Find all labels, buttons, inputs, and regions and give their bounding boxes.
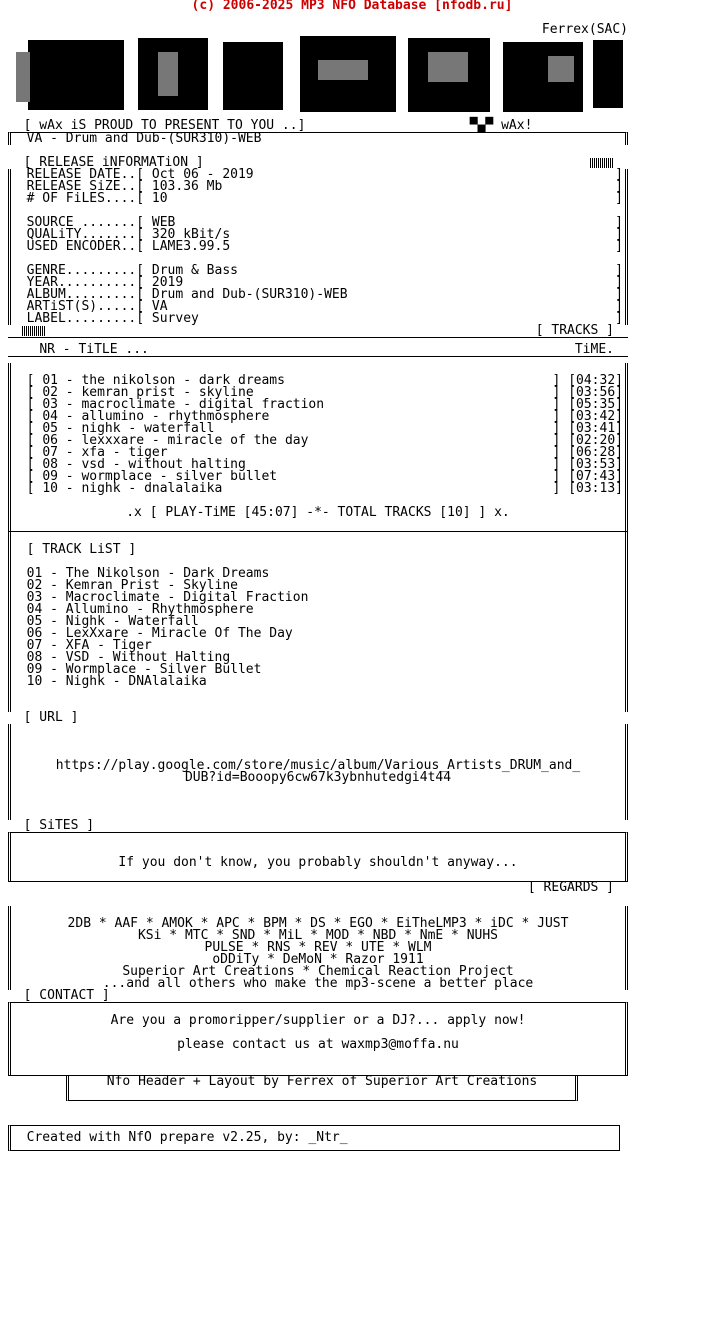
url-heading: [ URL ]: [23, 710, 79, 725]
sites-text: If you don't know, you probably shouldn't anyway...: [118, 855, 518, 870]
track-list-text: 05 - Nighk - Waterfall: [26, 614, 199, 629]
release-info-value: 10: [151, 191, 168, 206]
release-name: VA - Drum and Dub-(SUR310)-WEB: [26, 131, 262, 146]
track-row: [ 03 - macroclimate - digital fraction ] [05:35]: [11, 397, 623, 412]
track-list-text: 04 - Allumino - Rhythmosphere: [26, 602, 254, 617]
track-nr: 01: [42, 373, 58, 388]
ascii-logo: [8, 12, 628, 120]
tracks-columns: [8, 344, 628, 356]
release-info-section: [8, 169, 628, 325]
contact-line-2: please contact us at waxmp3@moffa.nu: [177, 1037, 459, 1052]
track-list-text: 09 - Wormplace - Silver Bullet: [26, 662, 262, 677]
track-list-text: 06 - LexXxare - Miracle Of The Day: [26, 626, 293, 641]
release-info-value: LAME3.99.5: [151, 239, 231, 254]
track-list-item: [11, 676, 625, 688]
footer-text: Created with NfO prepare v2.25, by: _Ntr_: [26, 1130, 348, 1145]
track-list-heading: [ TRACK LiST ]: [26, 542, 137, 557]
release-info-row: GENRE.........[ Drum & Bass ]: [26, 263, 623, 278]
release-info-label: ALBUM.........[: [26, 287, 145, 302]
group-tag: wAx!: [501, 118, 533, 133]
track-title: allumino - rhythmosphere: [81, 409, 270, 424]
track-list-section: [8, 532, 628, 712]
tracks-summary: .x [ PLAY-TiME [45:07] -*- TOTAL TRACKS [10] ] x.: [126, 505, 510, 520]
release-info-label: SOURCE .......[: [26, 215, 145, 230]
release-info-row: RELEASE SiZE..[ 103.36 Mb ]: [26, 179, 623, 194]
track-title: kemran prist - skyline: [81, 385, 254, 400]
track-list-text: 02 - Kemran Prist - Skyline: [26, 578, 238, 593]
release-info-label: RELEASE DATE..[: [26, 167, 145, 182]
track-time: 02:20: [576, 433, 616, 448]
release-info-value: Drum & Bass: [151, 263, 238, 278]
regards-line: KSi * MTC * SND * MiL * MOD * NBD * NmE * NUHS: [137, 928, 499, 943]
regards-line: 2DB * AAF * AMOK * APC * BPM * DS * EGO * EiTheLMP3 * iDC * JUST: [67, 916, 569, 931]
track-row: [ 04 - allumino - rhythmosphere ] [03:42]: [11, 409, 623, 424]
credits-text: Nfo Header + Layout by Ferrex of Superior Art Creations: [106, 1074, 538, 1089]
release-info-value: Oct 06 - 2019: [151, 167, 254, 182]
track-row: [ 09 - wormplace - silver bullet ] [07:43]: [11, 469, 623, 484]
track-title: xfa - tiger: [81, 445, 168, 460]
track-time: 05:35: [576, 397, 616, 412]
track-time: 07:43: [576, 469, 616, 484]
release-info-row: QUALiTY.......[ 320 kBit/s ]: [26, 227, 623, 242]
track-time: 03:41: [576, 421, 616, 436]
url-line-2[interactable]: DUB?id=Booopy6cw67k3ybnhutedgi4t44: [184, 770, 452, 785]
track-time: 03:42: [576, 409, 616, 424]
site-header[interactable]: (c) 2006-2025 MP3 NFO Database [nfodb.ru]: [191, 0, 513, 13]
track-list-text: 08 - VSD - Without Halting: [26, 650, 231, 665]
release-info-row: LABEL.........[ Survey ]: [26, 311, 623, 326]
sites-section: [8, 832, 628, 881]
release-info-label: YEAR..........[: [26, 275, 145, 290]
track-nr: 04: [42, 409, 58, 424]
col-nr-title: NR - TiTLE ...: [39, 342, 149, 357]
tracks-section: [8, 363, 628, 531]
release-info-value: 2019: [151, 275, 184, 290]
regards-line: oDDiTy * DeMoN * Razor 1911: [212, 952, 424, 967]
track-nr: 08: [42, 457, 58, 472]
regards-line: Superior Art Creations * Chemical Reaction Project: [122, 964, 514, 979]
track-list-text: 07 - XFA - Tiger: [26, 638, 152, 653]
url-line-1[interactable]: https://play.google.com/store/music/album/Various_Artists_DRUM_and_: [55, 758, 581, 773]
release-info-value: WEB: [151, 215, 176, 230]
release-info-value: Survey: [151, 311, 199, 326]
track-time: 03:13: [576, 481, 616, 496]
col-time: TiME.: [574, 342, 614, 357]
track-title: vsd - without halting: [81, 457, 246, 472]
regards-heading: [ REGARDS ]: [527, 880, 614, 895]
track-row: [ 01 - the nikolson - dark dreams ] [04:32]: [11, 373, 623, 388]
track-nr: 05: [42, 421, 58, 436]
track-row: [ 02 - kemran prist - skyline ] [03:56]: [11, 385, 623, 400]
logo-artist-tag: Ferrex(SAC): [541, 22, 628, 37]
track-nr: 07: [42, 445, 58, 460]
regards-section: [8, 906, 628, 990]
track-title: wormplace - silver bullet: [81, 469, 278, 484]
release-info-row: ARTiST(S).....[ VA ]: [26, 299, 623, 314]
track-time: 04:32: [576, 373, 616, 388]
release-info-value: 320 kBit/s: [151, 227, 231, 242]
release-info-row: RELEASE DATE..[ Oct 06 - 2019 ]: [26, 167, 623, 182]
track-row: [ 08 - vsd - without halting ] [03:53]: [11, 457, 623, 472]
track-nr: 09: [42, 469, 58, 484]
contact-line-1: Are you a promoripper/supplier or a DJ?... apply now!: [110, 1013, 526, 1028]
track-row: [ 06 - lexxxare - miracle of the day ] [02:20]: [11, 433, 623, 448]
release-info-value: 103.36 Mb: [151, 179, 223, 194]
track-nr: 03: [42, 397, 58, 412]
release-info-row: YEAR..........[ 2019 ]: [26, 275, 623, 290]
release-info-value: Drum and Dub-(SUR310)-WEB: [151, 287, 348, 302]
track-time: 03:56: [576, 385, 616, 400]
footer-box: [8, 1125, 620, 1151]
release-info-label: RELEASE SiZE..[: [26, 179, 145, 194]
release-info-label: ARTiST(S).....[: [26, 299, 145, 314]
release-info-row: ALBUM.........[ Drum and Dub-(SUR310)-WEB ]: [26, 287, 623, 302]
release-info-label: GENRE.........[: [26, 263, 145, 278]
release-info-value: VA: [151, 299, 168, 314]
track-title: the nikolson - dark dreams: [81, 373, 285, 388]
track-title: nighk - dnalalaika: [81, 481, 223, 496]
track-title: nighk - waterfall: [81, 421, 215, 436]
release-info-label: # OF FiLES....[: [26, 191, 145, 206]
release-info-row: # OF FiLES....[ 10 ]: [26, 191, 623, 206]
regards-line: PULSE * RNS * REV * UTE * WLM: [204, 940, 432, 955]
contact-section: [8, 1002, 628, 1075]
release-info-row: SOURCE .......[ WEB ]: [26, 215, 623, 230]
contact-heading: [ CONTACT ]: [23, 988, 110, 1003]
release-info-label: LABEL.........[: [26, 311, 145, 326]
track-nr: 06: [42, 433, 58, 448]
regards-line: ...and all others who make the mp3-scene a better place: [102, 976, 534, 991]
track-title: lexxxare - miracle of the day: [81, 433, 309, 448]
nfo-document: [8, 12, 628, 1151]
track-list-text: 10 - Nighk - DNAlalaika: [26, 674, 207, 689]
track-nr: 10: [42, 481, 58, 496]
track-list-text: 01 - The Nikolson - Dark Dreams: [26, 566, 270, 581]
release-name-line: [8, 132, 628, 145]
track-nr: 02: [42, 385, 58, 400]
track-title: macroclimate - digital fraction: [81, 397, 325, 412]
track-rows: [11, 375, 625, 495]
url-section: [8, 724, 628, 820]
release-info-label: USED ENCODER..[: [26, 239, 145, 254]
sites-heading: [ SiTES ]: [23, 818, 95, 833]
track-row: [ 07 - xfa - tiger ] [06:28]: [11, 445, 623, 460]
track-row: [ 10 - nighk - dnalalaika ] [03:13]: [11, 481, 623, 496]
credits-box: [66, 1076, 578, 1101]
track-row: [ 05 - nighk - waterfall ] [03:41]: [11, 421, 623, 436]
track-list-text: 03 - Macroclimate - Digital Fraction: [26, 590, 309, 605]
intro-line: [ wAx iS PROUD TO PRESENT TO YOU ..] ▀▄▀ wAx!: [23, 118, 533, 133]
track-time: 03:53: [576, 457, 616, 472]
tracks-heading: [ TRACKS ]: [8, 325, 628, 337]
regards-rows: [11, 918, 625, 990]
release-info-label: QUALiTY.......[: [26, 227, 145, 242]
track-list-rows: [11, 568, 625, 688]
release-info-row: USED ENCODER..[ LAME3.99.5 ]: [26, 239, 623, 254]
release-info-heading: [ RELEASE iNFORMATiON ]: [8, 157, 628, 169]
track-time: 06:28: [576, 445, 616, 460]
